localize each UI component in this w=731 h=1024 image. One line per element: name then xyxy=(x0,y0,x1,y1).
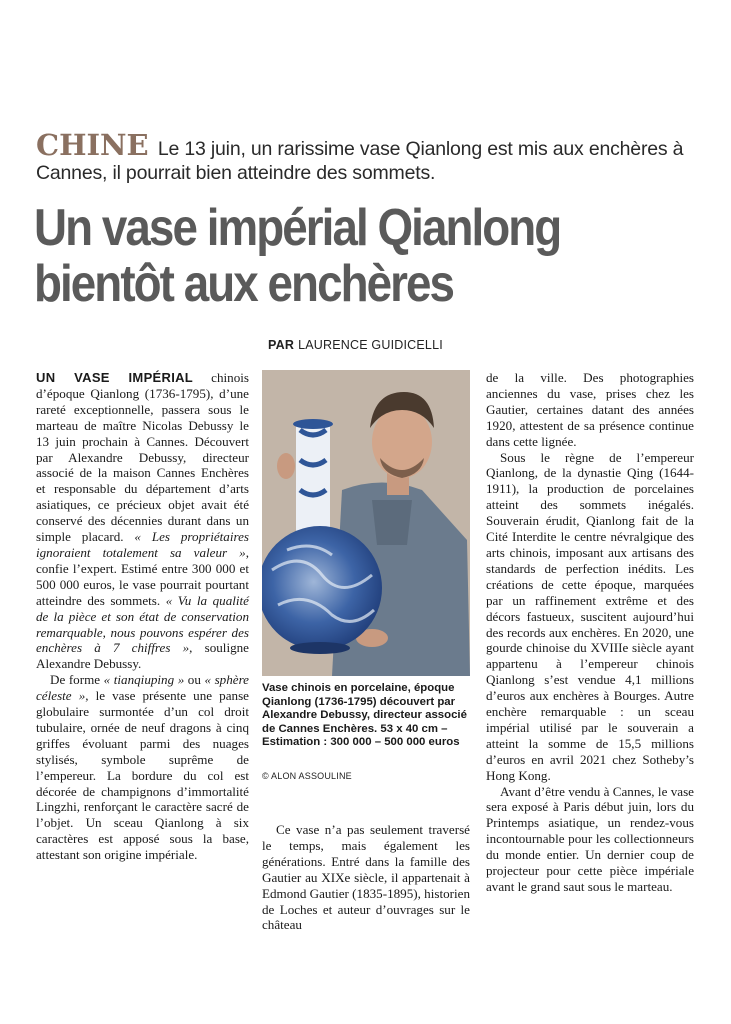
byline-author: LAURENCE GUIDICELLI xyxy=(298,338,443,352)
paragraph-2-text-a: De forme xyxy=(50,672,104,688)
article-headline xyxy=(34,200,703,312)
byline xyxy=(268,338,443,352)
paragraph-2-text-b: ou xyxy=(184,672,205,688)
quote-2: « Vu la qualité de la pièce et son état de conservation remarquable, nous pouvons espérer des enchères à 7 chiffres » xyxy=(36,592,249,656)
term-tianqiuping: « tianqiuping » xyxy=(103,672,185,688)
paragraph-5: Avant d’être vendu à Cannes, le vase sera exposé à Paris début juin, lors du Printemps asiatique, un rendez-vous incontournable pour les collectionneurs du monde entier. Un dernier coup de projecteur pour cette pièce impériale avant le grand saut sous le marteau. xyxy=(486,783,694,894)
paragraph-1-text-c: , souligne Alexandre Debussy. xyxy=(36,640,249,672)
paragraph-4: Sous le règne de l’empereur Qianlong, de la dynastie Qing (1644-1911), la production de porcelaines atteint des sommets inégalés. Souverain érudit, Qianlong fait de la Cité Interdite le centre névralgique des arts chinois, imposant aux artisans des standards de perfection inédits. Les créations de cette époque, marquées par un raffinement extrême et des décors fastueux, suscitent aujourd’hui des records aux enchères. En 2020, une gourde chinoise du XVIIIe siècle ayant appartenu à l’empereur chinois Qianlong s’est vendue 4,1 millions d’euros aux enchères à Bourges. Autre enchère remarquable : un sceau impérial utilisé par le souverain a atteint la somme de 15,5 millions d’euros en avril 2021 chez Sotheby’s Hong Kong. xyxy=(486,449,694,783)
paragraph-1-text-a: chinois d’époque Qianlong (1736-1795), d’une rareté exceptionnelle, passera sous le marteau de maître Nicolas Debussy le 13 juin prochain à Cannes. Découvert par Alexandre Debussy, directeur associé de la maison Cannes Enchères et responsable du département d’arts asiatiques, ce précieux objet avait été conservé des décennies durant dans un simple placard. xyxy=(36,370,249,545)
paragraph-2 xyxy=(36,672,249,863)
byline-prefix: PAR xyxy=(268,338,295,352)
headline-line-2: bientôt aux enchères xyxy=(34,255,454,313)
photo-caption: Vase chinois en porcelaine, époque Qianlong (1736-1795) découvert par Alexandre Debussy, directeur associé de Cannes Enchères. 53 x 40 cm – Estimation : 300 000 – 500 000 euros xyxy=(262,682,467,749)
paragraph-2-text-c: , le vase présente une panse globulaire surmontée d’un col droit tubulaire, ornée de neuf dragons à cinq griffes évoluant parmi des nuages stylisés, symbole suprême de l’empereur. La bordure du col est décorée de champignons d’immortalité Lingzhi, renforçant le caractère sacré de l’objet. Un sceau Qianlong à six caractères est apposé sous la base, attestant son origine impériale. xyxy=(36,688,249,863)
term-sphere: « sphère céleste » xyxy=(36,672,249,704)
paragraph-1-text-b: , confie l’expert. Estimé entre 300 000 et 500 000 euros, le vase pourrait pourtant atteindre des sommets. xyxy=(36,544,249,608)
kicker-text: Le 13 juin, un rarissime vase Qianlong est mis aux enchères à Cannes, il pourrait bien atteindre des sommets. xyxy=(36,138,684,184)
article-photo xyxy=(262,370,470,676)
body-column-3 xyxy=(486,370,694,895)
body-column-1 xyxy=(36,370,249,863)
quote-1: « Les propriétaires ignoraient totalement sa valeur » xyxy=(36,529,249,560)
headline-line-1: Un vase impérial Qianlong xyxy=(34,199,561,257)
paragraph-1 xyxy=(36,370,249,672)
paragraph-3-continued: de la ville. Des photographies anciennes du vase, prises chez les Gautier, certaines datant des années 1920, attestent de sa présence continue dans cette lignée. xyxy=(486,370,694,449)
lead-in: UN VASE IMPÉRIAL xyxy=(36,370,194,385)
section-tag: CHINE xyxy=(36,128,149,162)
article-kicker xyxy=(36,128,696,185)
paragraph-3: Ce vase n’a pas seulement traversé le temps, mais également les générations. Entré dans la famille des Gautier au XIXe siècle, il appartenait à Edmond Gautier (1835-1895), historien de Loches et auteur d’ouvrages sur le château xyxy=(262,822,471,933)
photo-credit: © ALON ASSOULINE xyxy=(262,771,352,781)
body-column-2 xyxy=(262,822,470,933)
photo-illustration xyxy=(262,370,470,676)
